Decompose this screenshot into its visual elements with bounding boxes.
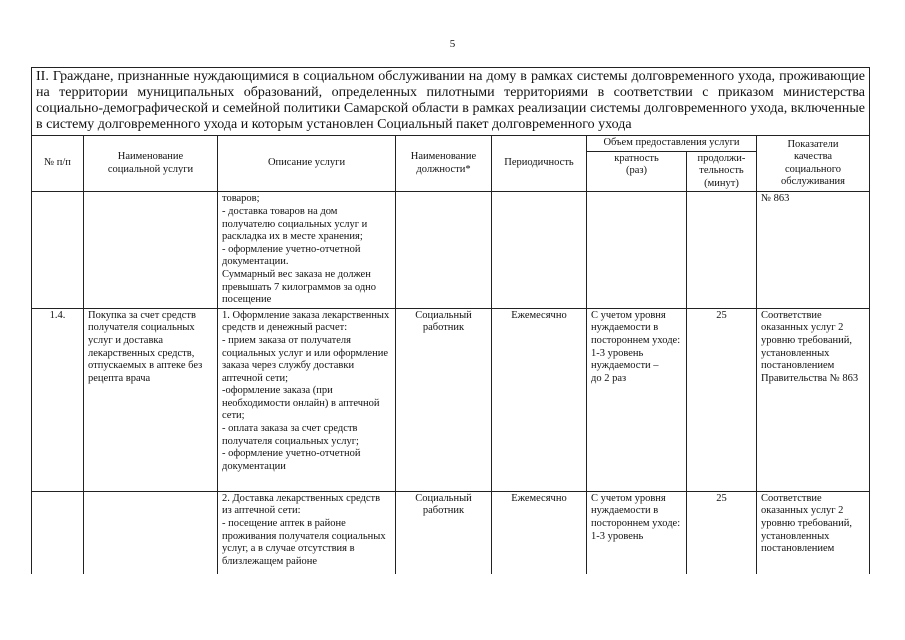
cell-description: товаров; - доставка товаров на дом получателю социальных услуг и раскладка их в месте хранения; - оформление учетно-отчетной документации. Суммарный вес заказа не должен превышать 7 килограммов за одно посещение bbox=[218, 192, 396, 308]
cell-quality: Соответствие оказанных услуг 2 уровню требований, установленных постановлением bbox=[757, 491, 870, 574]
cell-service-name bbox=[84, 491, 218, 574]
cell-position: Социальный работник bbox=[396, 491, 492, 574]
cell-duration: 25 bbox=[687, 491, 757, 574]
col-header-service-name: Наименование социальной услуги bbox=[84, 136, 218, 192]
col-header-description: Описание услуги bbox=[218, 136, 396, 192]
col-header-duration: продолжи- тельность (минут) bbox=[687, 151, 757, 192]
cell-periodicity bbox=[492, 192, 587, 308]
cell-periodicity: Ежемесячно bbox=[492, 491, 587, 574]
cell-quality: Соответствие оказанных услуг 2 уровню требований, установленных постановлением Правительства № 863 bbox=[757, 308, 870, 491]
col-header-volume: Объем предоставления услуги bbox=[587, 136, 757, 152]
cell-quality: № 863 bbox=[757, 192, 870, 308]
cell-description: 1. Оформление заказа лекарственных средств и денежный расчет: - прием заказа от получателя социальных услуг и или оформление заказа через службу доставки аптечной сети; -оформление заказа (при необходимости онлайн) в аптечной сети; - оплата заказа за счет средств получателя социальных услуг; - оформление учетно-отчетной документации bbox=[218, 308, 396, 491]
table-row bbox=[32, 308, 870, 491]
col-header-num: № п/п bbox=[32, 136, 84, 192]
cell-num bbox=[32, 192, 84, 308]
col-header-frequency: кратность (раз) bbox=[587, 151, 687, 192]
cell-duration bbox=[687, 192, 757, 308]
cell-service-name: Покупка за счет средств получателя социальных услуг и доставка лекарственных средств, отпускаемых в аптеке без рецепта врача bbox=[84, 308, 218, 491]
services-table bbox=[31, 67, 870, 574]
table-row bbox=[32, 192, 870, 308]
cell-position bbox=[396, 192, 492, 308]
cell-periodicity: Ежемесячно bbox=[492, 308, 587, 491]
cell-frequency bbox=[587, 192, 687, 308]
cell-frequency: С учетом уровня нуждаемости в постороннем уходе: 1-3 уровень bbox=[587, 491, 687, 574]
cell-description: 2. Доставка лекарственных средств из аптечной сети: - посещение аптек в районе проживания получателя социальных услуг, а в случае отсутствия в близлежащем районе bbox=[218, 491, 396, 574]
cell-num: 1.4. bbox=[32, 308, 84, 491]
table-row bbox=[32, 491, 870, 574]
cell-num bbox=[32, 491, 84, 574]
section-heading-row bbox=[32, 68, 870, 136]
header-row bbox=[32, 136, 870, 152]
cell-service-name bbox=[84, 192, 218, 308]
col-header-quality: Показатели качества социального обслуживания bbox=[757, 136, 870, 192]
col-header-position: Наименование должности* bbox=[396, 136, 492, 192]
section-heading: II. Граждане, признанные нуждающимися в социальном обслуживании на дому в рамках системы долговременного ухода, проживающие на территории муниципальных образований, определенных пилотными территориями в соответствии с приказом министерства социально-демографической и семейной политики Самарской области в рамках реализации системы долговременного ухода, включенные в систему долговременного ухода и которым установлен Социальный пакет долговременного ухода bbox=[32, 68, 870, 136]
cell-position: Социальный работник bbox=[396, 308, 492, 491]
cell-frequency: С учетом уровня нуждаемости в постороннем уходе: 1-3 уровень нуждаемости – до 2 раз bbox=[587, 308, 687, 491]
col-header-periodicity: Периодичность bbox=[492, 136, 587, 192]
cell-duration: 25 bbox=[687, 308, 757, 491]
page-number: 5 bbox=[449, 38, 456, 50]
